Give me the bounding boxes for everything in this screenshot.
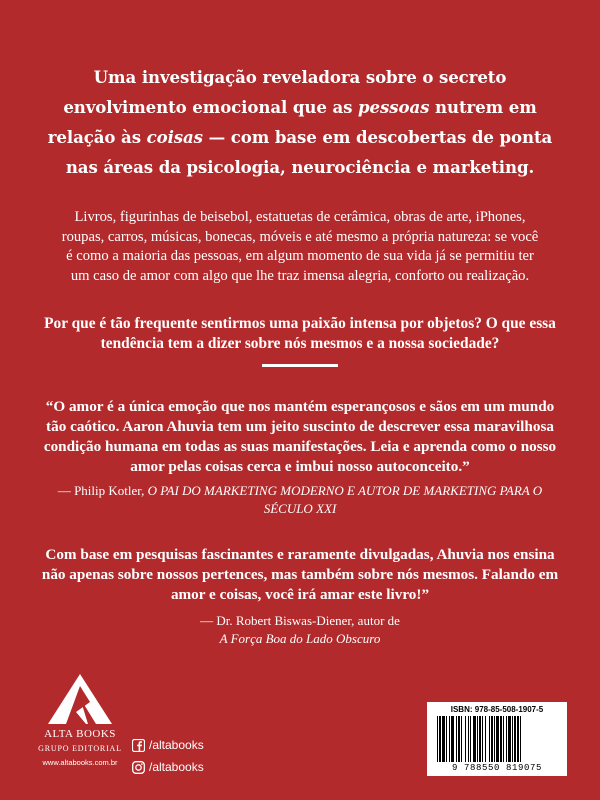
headline-em-pessoas: pessoas bbox=[358, 97, 430, 117]
publisher-subtitle: GRUPO EDITORIAL bbox=[38, 744, 122, 753]
intro-paragraph: Livros, figurinhas de beisebol, estatuetas de cerâmica, obras de arte, iPhones, roupas, carros, músicas, bonecas, móveis e até mesmo a própria natureza: se você é como a maioria das pessoas, em algum momento de sua vida já se permitiu ter um caso de amor com algo que lhe traz imensa alegria, conforto ou realização. bbox=[61, 209, 539, 284]
instagram-icon bbox=[132, 761, 145, 774]
headline-text-3: — com base em descobertas de ponta nas áreas da psicologia, neurociência e marketing. bbox=[65, 127, 553, 177]
isbn-label: ISBN: 978-85-508-1907-5 bbox=[450, 705, 544, 714]
instagram-link[interactable] bbox=[132, 758, 204, 776]
barcode-digits: 9 788550 819075 bbox=[451, 763, 542, 773]
attribution-kotler-title: O PAI DO MARKETING MODERNO E AUTOR DE MARKETING PARA O SÉCULO XXI bbox=[147, 483, 543, 516]
publisher-logo bbox=[30, 672, 130, 800]
barcode-box bbox=[427, 702, 567, 776]
attribution-biswas-diener-name: — Dr. Robert Biswas-Diener, autor de bbox=[200, 613, 400, 628]
alta-books-logo-icon bbox=[46, 672, 114, 726]
attribution-biswas-diener bbox=[40, 612, 560, 648]
attribution-kotler bbox=[40, 482, 560, 518]
quote-kotler: “O amor é a única emoção que nos mantém esperançosos e sãos em um mundo tão caótico. Aaron Ahuvia tem um jeito suscinto de descrever essa maravilhosa condição humana em todas as suas manifestações. Leia e aprenda como o nosso amor pelas coisas cerca e imbui nosso autoconceito.” bbox=[43, 398, 557, 475]
facebook-handle: /altabooks bbox=[149, 738, 204, 752]
headline-em-coisas: coisas bbox=[146, 127, 203, 147]
headline-text-1: Uma investigação reveladora sobre o secreto envolvimento emocional que as bbox=[63, 67, 507, 117]
attribution-kotler-name: — Philip Kotler, bbox=[57, 483, 145, 498]
publisher-name: ALTA BOOKS bbox=[44, 728, 116, 740]
attribution-book-title: A Força Boa do Lado Obscuro bbox=[219, 631, 381, 646]
quote-biswas-diener: Com base em pesquisas fascinantes e raramente divulgadas, Ahuvia nos ensina não apenas sobre nossos pertences, mas também sobre nós mesmos. Falando em amor e coisas, você irá amar este livro!” bbox=[41, 546, 559, 603]
divider bbox=[262, 364, 338, 367]
publisher-url: www.altabooks.com.br bbox=[42, 758, 118, 767]
question-paragraph: Por que é tão frequente sentirmos uma paixão intensa por objetos? O que essa tendência tem a dizer sobre nós mesmos e a nossa sociedade? bbox=[44, 315, 556, 353]
instagram-handle: /altabooks bbox=[149, 760, 204, 774]
headline-text-2: nutrem em relação às bbox=[47, 97, 537, 147]
facebook-link[interactable] bbox=[132, 736, 204, 754]
headline bbox=[40, 62, 560, 182]
facebook-icon bbox=[132, 739, 145, 752]
barcode-icon bbox=[435, 716, 559, 762]
social-links bbox=[132, 736, 204, 780]
